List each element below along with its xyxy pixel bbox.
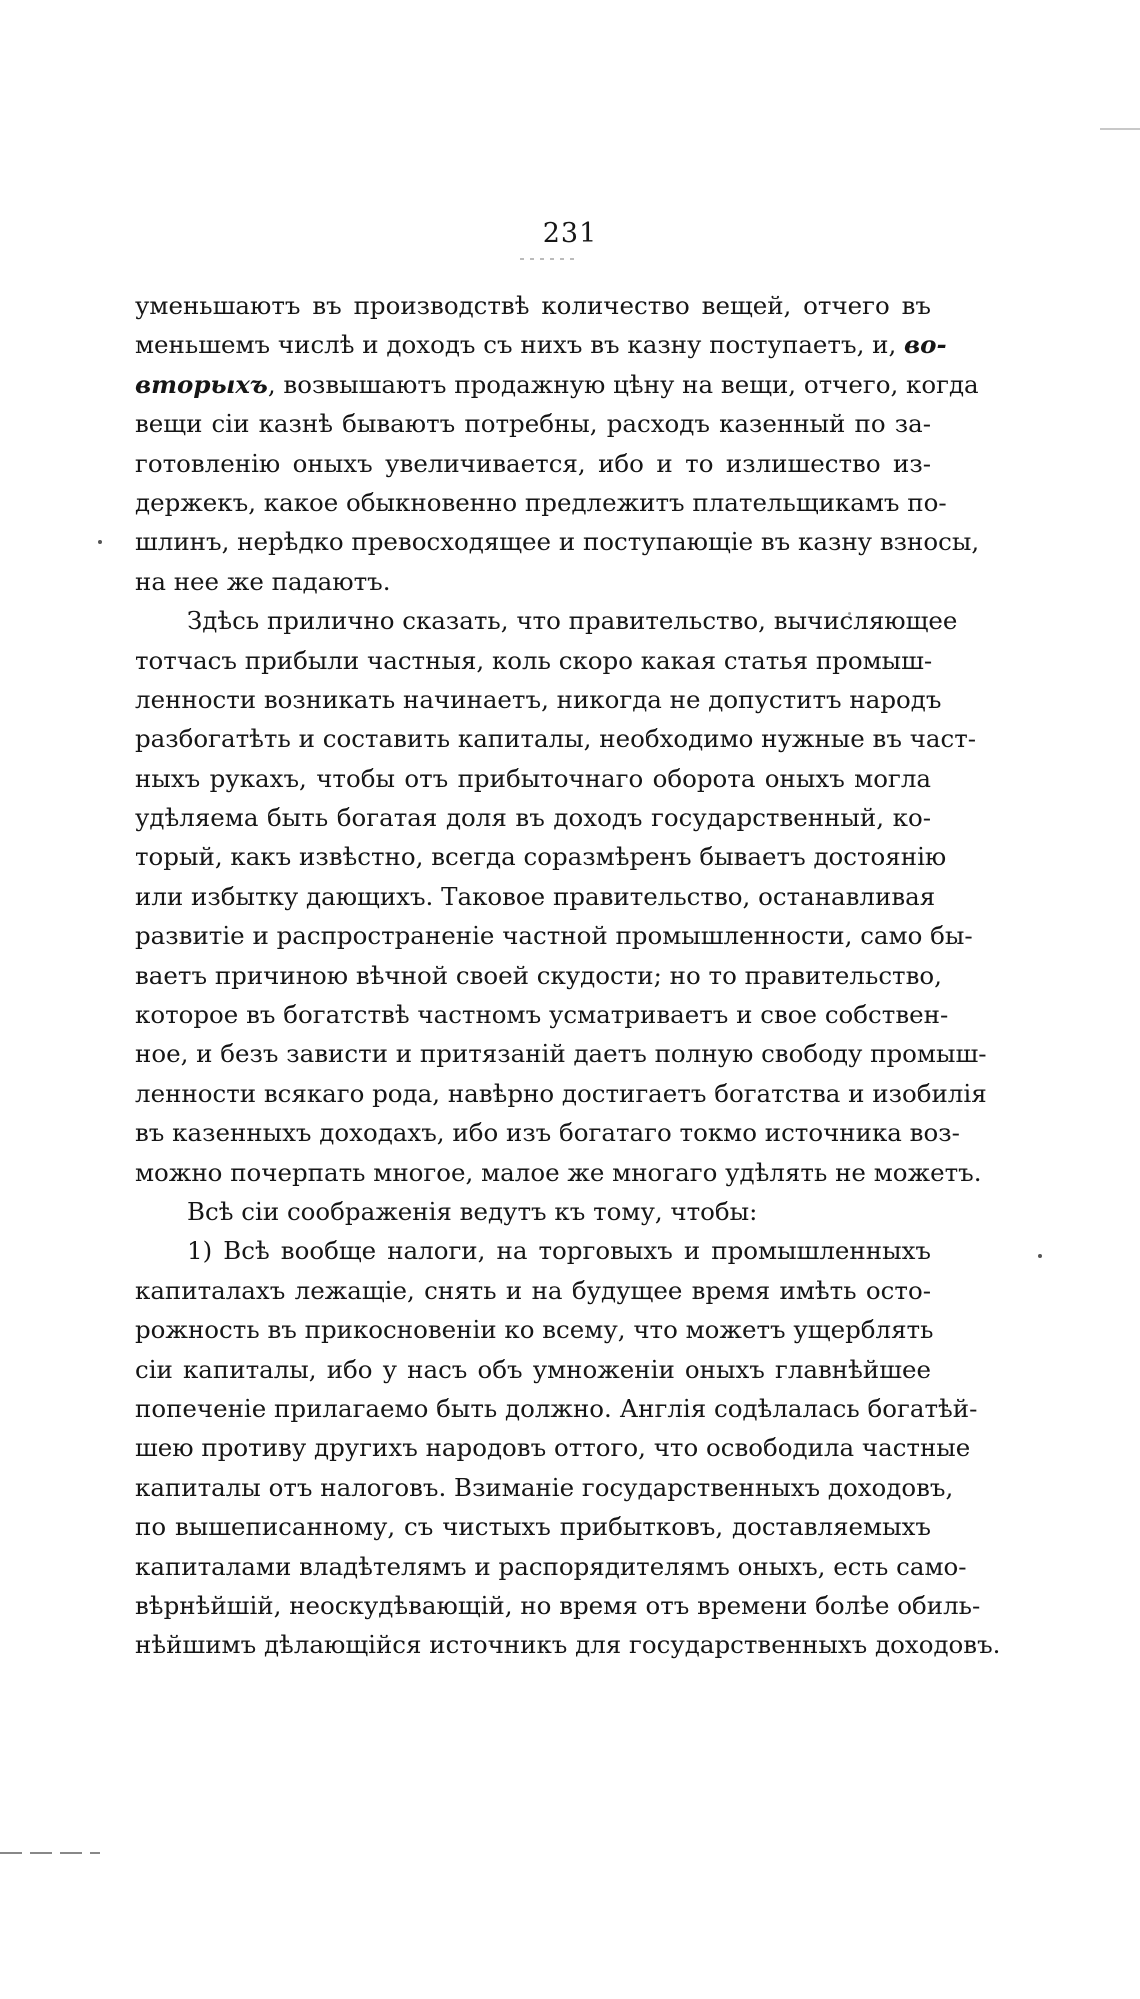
text-line: Здѣсь прилично сказать, что правительство, вычисляющее — [187, 606, 958, 636]
paragraph-2 — [135, 601, 987, 1192]
text-line: вѣрнѣйшій, неоскудѣвающій, но время отъ времени болѣе обиль- — [135, 1590, 981, 1620]
text-line: нѣйшимъ дѣлающійся источникъ для государственныхъ доходовъ. — [135, 1630, 1001, 1660]
text-line: уменьшаютъ въ производствѣ количество вещей, отчего въ — [135, 291, 931, 320]
text-line: сіи капиталы, ибо у насъ объ умноженіи оныхъ главнѣйшее — [135, 1354, 931, 1384]
text-line: капиталы отъ налоговъ. Взиманіе государственныхъ доходовъ, — [135, 1472, 954, 1502]
text-line: удѣляема быть богатая доля въ доходъ государственный, ко- — [135, 803, 931, 833]
text-line: ленности всякаго рода, навѣрно достигаетъ богатства и изобилія — [135, 1078, 987, 1108]
text-line: на нее же падаютъ. — [135, 566, 391, 596]
text-line: держекъ, какое обыкновенно предлежитъ плательщикамъ по- — [135, 487, 947, 517]
text-line: вторыхъ, возвышаютъ продажную цѣну на вещи, отчего, когда — [135, 369, 979, 399]
text-line: въ казенныхъ доходахъ, ибо изъ богатаго токмо источника воз- — [135, 1118, 960, 1148]
text-line: готовленію оныхъ увеличивается, ибо и то излишество из- — [135, 448, 931, 478]
text-line: разбогатѣть и составить капиталы, необходимо нужные въ част- — [135, 724, 977, 754]
text-line: вещи сіи казнѣ бываютъ потребны, расходъ казенный по за- — [135, 409, 931, 439]
body-text — [135, 286, 1001, 1665]
text-line: шею противу другихъ народовъ оттого, что освободила частные — [135, 1433, 971, 1463]
text-line: ленности возникать начинаетъ, никогда не допуститъ народъ — [135, 684, 942, 714]
text-line: по вышеписанному, съ чистыхъ прибытковъ, доставляемыхъ — [135, 1512, 931, 1542]
scan-dot-left — [98, 540, 102, 544]
text-line: которое въ богатствѣ частномъ усматриваетъ и свое собствен- — [135, 1000, 949, 1030]
scan-dot-right — [1038, 1254, 1042, 1258]
text-line: тотчасъ прибыли частныя, коль скоро какая статья промыш- — [135, 645, 933, 675]
text-line: 1) Всѣ вообще налоги, на торговыхъ и промышленныхъ — [187, 1236, 931, 1266]
text-line: рожность въ прикосновеніи ко всему, что можетъ ущерблять — [135, 1315, 934, 1345]
text-line: торый, какъ извѣстно, всегда соразмѣренъ бываетъ достоянію — [135, 842, 947, 872]
text-line: ныхъ рукахъ, чтобы отъ прибыточнаго оборота оныхъ могла — [135, 763, 931, 793]
paragraph-4 — [135, 1231, 1001, 1664]
text-line: капиталами владѣтелямъ и распорядителямъ оныхъ, есть само- — [135, 1551, 967, 1581]
page-number-underline — [520, 258, 580, 260]
text-line: ное, и безъ зависти и притязаній даетъ полную свободу промыш- — [135, 1039, 987, 1069]
text-line: капиталахъ лежащіе, снять и на будущее время имѣть осто- — [135, 1275, 931, 1305]
page-number: 231 — [542, 218, 598, 249]
paragraph-3 — [135, 1192, 931, 1231]
text-line: или избытку дающихъ. Таковое правительство, останавливая — [135, 881, 936, 911]
text-line: попеченіе прилагаемо быть должно. Англія содѣлалась богатѣй- — [135, 1393, 978, 1423]
text-line: шлинъ, нерѣдко превосходящее и поступающіе въ казну взносы, — [135, 527, 980, 557]
scan-mark-top — [1100, 128, 1140, 130]
italic-word: во- — [904, 330, 947, 360]
italic-word: вторыхъ — [135, 369, 268, 399]
paragraph-1 — [135, 286, 980, 601]
text-line: Всѣ сіи соображенія ведутъ къ тому, чтобы: — [187, 1196, 758, 1226]
text-line: можно почерпать многое, малое же многаго удѣлять не можетъ. — [135, 1157, 982, 1187]
scan-mark-bottom — [0, 1852, 100, 1854]
text-line: развитіе и распространеніе частной промышленности, само бы- — [135, 921, 973, 951]
text-line-part: меньшемъ числѣ и доходъ съ нихъ въ казну поступаетъ, и, во- — [135, 330, 947, 360]
text-line: ваетъ причиною вѣчной своей скудости; но то правительство, — [135, 960, 942, 990]
text-line-with-italic — [135, 325, 947, 364]
